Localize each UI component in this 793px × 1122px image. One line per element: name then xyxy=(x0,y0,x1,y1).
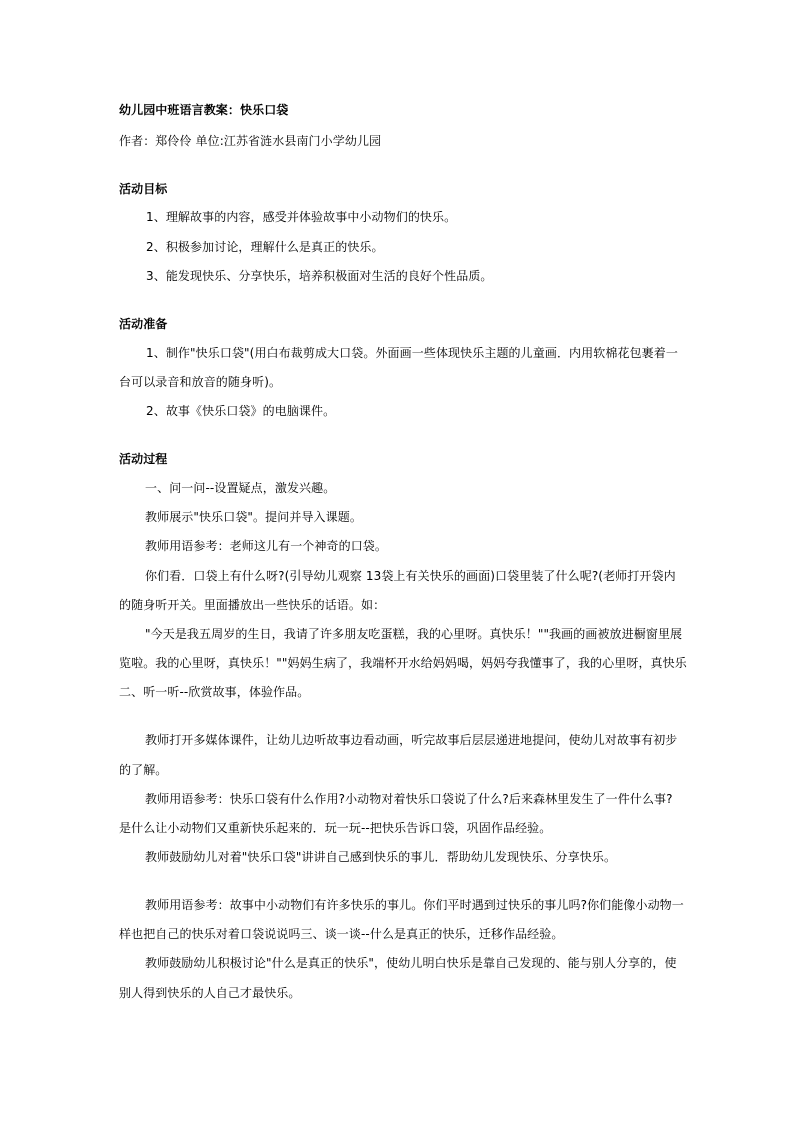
process-line: 的了解。 xyxy=(119,763,168,777)
preparation-line: 1、制作"快乐口袋"(用白布裁剪成大口袋。外面画一些体现快乐主题的儿童画．内用软棉花包裹着一 xyxy=(146,346,678,360)
section-heading-preparation: 活动准备 xyxy=(119,317,168,331)
process-line: 是什么让小动物们又重新快乐起来的．玩一玩--把快乐告诉口袋，巩固作品经验。 xyxy=(119,821,552,835)
process-line: 一、问一问--设置疑点，激发兴趣。 xyxy=(145,481,336,495)
process-line: 教师展示"快乐口袋"。提问并导入课题。 xyxy=(145,510,362,524)
process-line: 教师鼓励幼儿积极讨论"什么是真正的快乐"，使幼儿明白快乐是靠自己发现的、能与别人分享的，使 xyxy=(145,956,677,970)
goal-item: 1、理解故事的内容，感受并体验故事中小动物们的快乐。 xyxy=(146,210,457,224)
preparation-line: 台可以录音和放音的随身听)。 xyxy=(119,375,282,389)
process-line: 教师用语参考：快乐口袋有什么作用?小动物对着快乐口袋说了什么?后来森林里发生了一件什么事? xyxy=(145,792,673,806)
process-line: 的随身听开关。里面播放出一些快乐的话语。如： xyxy=(119,598,386,612)
preparation-line: 2、故事《快乐口袋》的电脑课件。 xyxy=(146,404,336,418)
process-line: 样也把自己的快乐对着口袋说说吗三、谈一谈--什么是真正的快乐，迁移作品经验。 xyxy=(119,927,564,941)
section-heading-goals: 活动目标 xyxy=(119,182,168,196)
process-line: 别人得到快乐的人自己才最快乐。 xyxy=(119,986,301,1000)
process-line: 览啦。我的心里呀，真快乐！""妈妈生病了，我端杯开水给妈妈喝，妈妈夸我懂事了，我的心里呀，真快乐 xyxy=(119,656,687,670)
goal-item: 3、能发现快乐、分享快乐，培养积极面对生活的良好个性品质。 xyxy=(146,269,493,283)
process-line: 教师鼓励幼儿对着"快乐口袋"讲讲自己感到快乐的事儿．帮助幼儿发现快乐、分享快乐。 xyxy=(145,850,617,864)
process-line: "今天是我五周岁的生日，我请了许多朋友吃蛋糕，我的心里呀。真快乐！""我画的画被放进橱窗里展 xyxy=(145,627,683,641)
document-title: 幼儿园中班语言教案：快乐口袋 xyxy=(119,103,289,117)
author-line: 作者：郑伶伶 单位:江苏省涟水县南门小学幼儿园 xyxy=(119,134,382,148)
section-heading-process: 活动过程 xyxy=(119,452,168,466)
process-line: 教师用语参考：老师这儿有一个神奇的口袋。 xyxy=(145,539,388,553)
goal-item: 2、积极参加讨论，理解什么是真正的快乐。 xyxy=(146,240,384,254)
process-line: 教师用语参考：故事中小动物们有许多快乐的事儿。你们平时遇到过快乐的事儿吗?你们能像小动物一 xyxy=(145,898,684,912)
process-line: 教师打开多媒体课件，让幼儿边听故事边看动画，听完故事后层层递进地提问，使幼儿对故事有初步 xyxy=(145,733,678,747)
process-line: 你们看．口袋上有什么呀?(引导幼儿观察 13袋上有关快乐的画面)口袋里装了什么呢?(老师打开袋内 xyxy=(145,569,676,583)
process-line: 二、听一听--欣赏故事，体验作品。 xyxy=(119,685,310,699)
